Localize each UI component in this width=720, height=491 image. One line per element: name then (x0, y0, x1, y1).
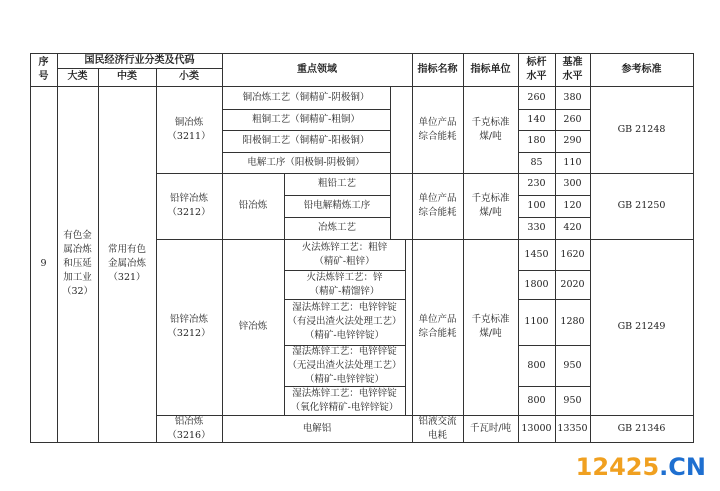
zinc-focus-5: 湿法炼锌工艺：电锌锌锭 （氧化锌精矿-电锌锌锭） (290, 387, 399, 413)
lead-focus-3: 冶炼工艺 (317, 222, 356, 233)
copper-baseline-1: 380 (563, 91, 582, 103)
copper-baseline-3: 290 (563, 135, 582, 146)
row-middle-category: 常用有色 金属冶炼 （321） (107, 244, 146, 283)
copper-baseline-4: 110 (563, 156, 582, 168)
header-major: 大类 (67, 71, 88, 82)
header-minor: 小类 (179, 71, 199, 82)
copper-benchmark-2: 140 (527, 113, 546, 125)
zinc-benchmark-3: 1100 (524, 316, 549, 327)
zinc-baseline-1: 1620 (560, 248, 585, 260)
copper-focus-1: 铜冶炼工艺（铜精矿-阴极铜） (242, 91, 370, 103)
zinc-indicator-unit: 千克标准 煤/吨 (471, 314, 510, 339)
aluminum-benchmark: 13000 (521, 422, 552, 434)
lead-benchmark-3: 330 (527, 222, 546, 233)
grid-line (405, 239, 406, 415)
header-reference: 参考标准 (621, 63, 662, 75)
copper-minor-category: 铜冶炼 （3211） (167, 116, 211, 142)
zinc-baseline-3: 1280 (560, 316, 585, 327)
lead-reference-standard: GB 21250 (617, 200, 666, 211)
lead-indicator-name: 单位产品 综合能耗 (418, 193, 457, 218)
header-benchmark: 标杆 水平 (526, 56, 547, 82)
lead-subcategory: 铅冶炼 (238, 200, 268, 211)
row-seq: 9 (40, 258, 47, 269)
header-focus: 重点领域 (297, 63, 337, 75)
zinc-indicator-name: 单位产品 综合能耗 (418, 314, 457, 339)
copper-focus-2: 粗铜工艺（铜精矿-粗铜） (252, 113, 360, 125)
copper-focus-3: 阳极铜工艺（铜精矿-阳极铜） (242, 135, 370, 146)
zinc-reference-standard: GB 21249 (617, 321, 666, 332)
site-watermark (576, 453, 706, 481)
aluminum-baseline: 13350 (557, 422, 588, 434)
lead-focus-2: 铅电解精炼工序 (303, 200, 371, 211)
zinc-focus-2: 火法炼锌工艺：锌 （精矿-精馏锌） (306, 271, 383, 297)
grid-line (390, 173, 391, 239)
aluminum-reference-standard: GB 21346 (617, 422, 666, 434)
header-indicator-unit: 指标单位 (470, 63, 511, 75)
copper-benchmark-1: 260 (527, 91, 546, 103)
header-indicator-name: 指标名称 (417, 63, 458, 75)
aluminum-indicator-unit: 千瓦时/吨 (469, 422, 512, 434)
zinc-minor-category: 铅锌冶炼 （3212） (167, 314, 211, 339)
lead-baseline-1: 300 (563, 178, 582, 189)
aluminum-focus: 电解铝 (302, 422, 332, 434)
zinc-benchmark-5: 800 (527, 394, 546, 406)
lead-minor-category: 铅锌冶炼 （3212） (167, 193, 211, 218)
lead-baseline-2: 120 (563, 200, 582, 211)
grid-line (30, 442, 693, 443)
copper-focus-4: 电解工序（阳极铜-阴极铜） (247, 156, 365, 168)
zinc-benchmark-1: 1450 (524, 248, 549, 260)
zinc-focus-3: 湿法炼锌工艺：电锌锌锭 （有浸出渣火法处理工艺） （精矿-电锌锌锭） (287, 302, 402, 341)
lead-indicator-unit: 千克标准 煤/吨 (471, 193, 510, 218)
copper-reference-standard: GB 21248 (617, 123, 666, 135)
header-middle: 中类 (117, 71, 137, 82)
zinc-benchmark-2: 1800 (524, 278, 549, 290)
header-seq: 序 号 (38, 56, 49, 82)
header-baseline: 基准 水平 (562, 56, 583, 82)
copper-benchmark-3: 180 (527, 135, 546, 146)
zinc-benchmark-4: 800 (527, 359, 546, 371)
copper-baseline-2: 260 (563, 113, 582, 125)
copper-indicator-unit: 千克标准 煤/吨 (471, 116, 510, 142)
lead-benchmark-2: 100 (527, 200, 546, 211)
zinc-focus-4: 湿法炼锌工艺：电锌锌锭 （无浸出渣火法处理工艺） （精矿-电锌锌锭） (287, 345, 402, 385)
zinc-baseline-5: 950 (563, 394, 582, 406)
aluminum-minor-category: 铝冶炼 （3216） (167, 415, 211, 441)
lead-focus-1: 粗铅工艺 (317, 178, 356, 189)
watermark-domain: .CN (659, 453, 706, 481)
zinc-baseline-4: 950 (563, 359, 582, 371)
copper-benchmark-4: 85 (530, 156, 543, 168)
grid-line (693, 53, 694, 443)
header-industry-group: 国民经济行业分类及代码 (84, 54, 195, 66)
zinc-focus-1: 火法炼锌工艺：粗锌 （精矿-粗锌） (301, 241, 388, 267)
lead-benchmark-1: 230 (527, 178, 546, 189)
watermark-number: 12425 (575, 453, 660, 481)
grid-line (390, 86, 391, 173)
row-major-category: 有色金 属冶炼 和压延 加工业 （32） (61, 230, 94, 297)
zinc-baseline-2: 2020 (560, 278, 585, 290)
copper-indicator-name: 单位产品 综合能耗 (418, 116, 457, 142)
zinc-subcategory: 锌冶炼 (238, 321, 268, 332)
lead-baseline-3: 420 (563, 222, 582, 233)
aluminum-indicator-name: 铝液交流 电耗 (418, 415, 457, 441)
